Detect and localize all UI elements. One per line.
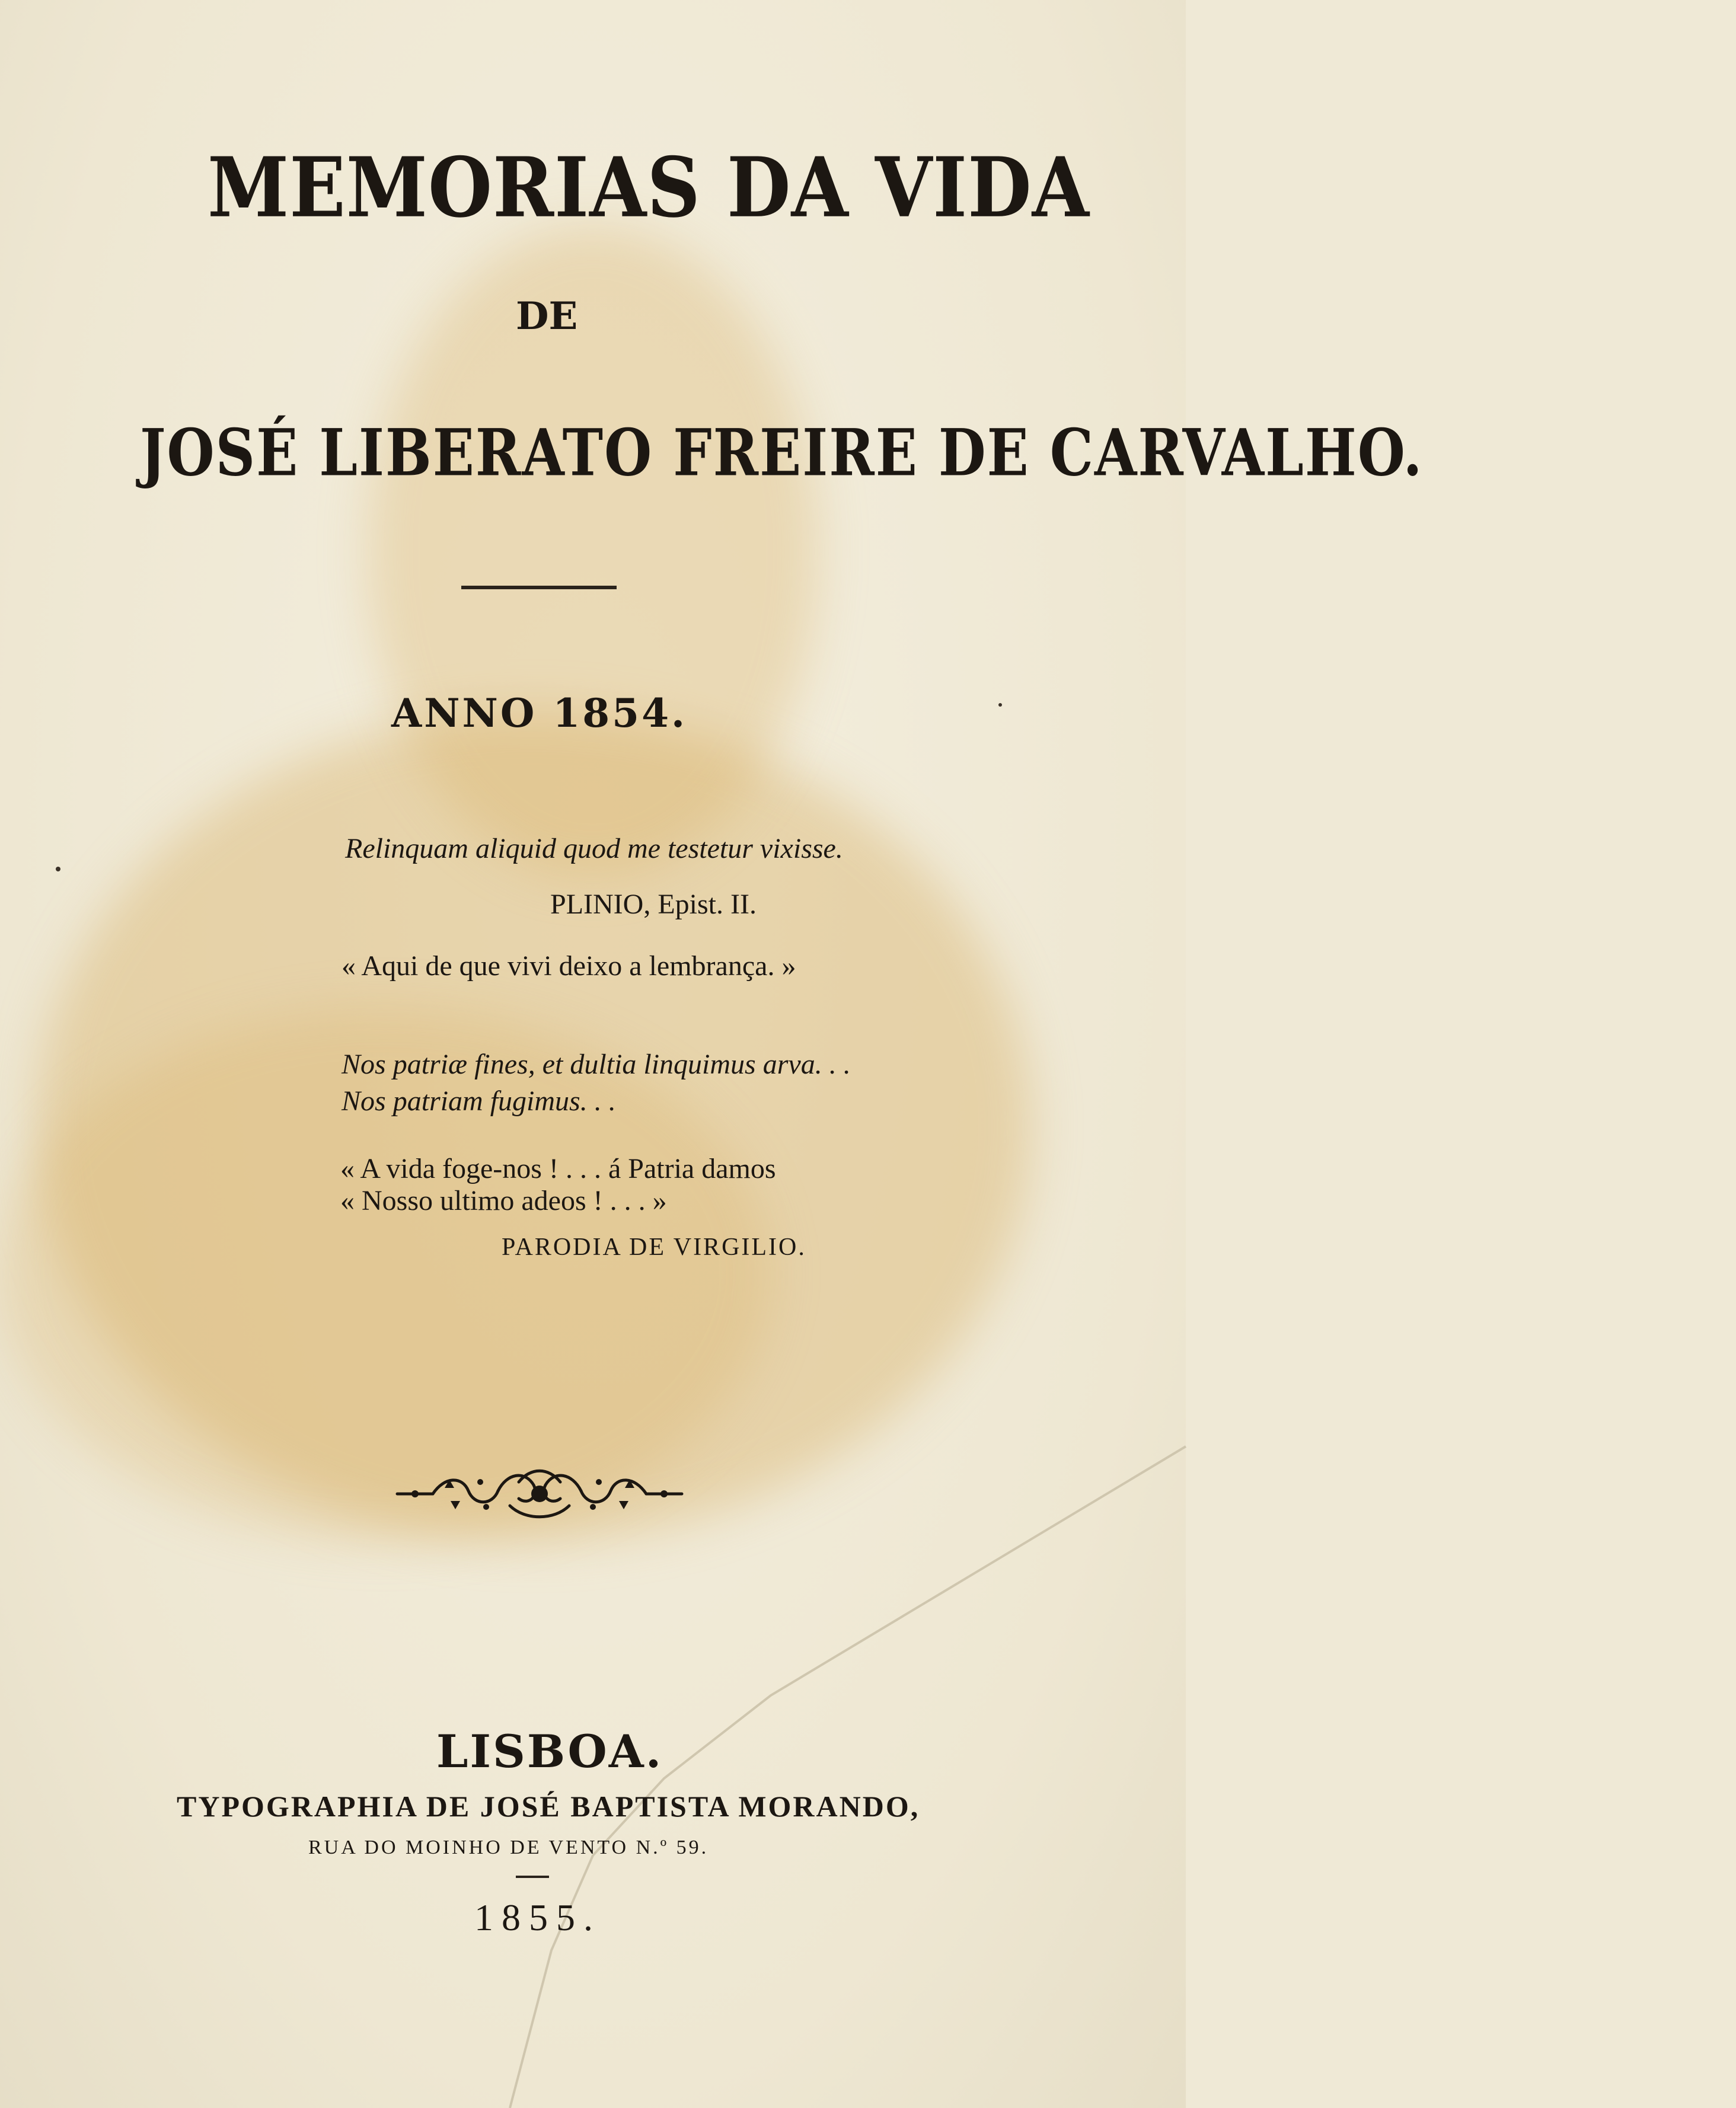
imprint-city: LISBOA. bbox=[436, 1725, 663, 1778]
imprint-printer: TYPOGRAPHIA DE JOSÉ BAPTISTA MORANDO, bbox=[177, 1790, 920, 1823]
ink-speck bbox=[998, 703, 1002, 707]
ink-speck bbox=[56, 867, 60, 871]
imprint-year: 1855. bbox=[474, 1896, 601, 1938]
preposition: DE bbox=[516, 294, 578, 338]
virgil-line: Nos patriæ fines, et dultia linquimus arva. . . bbox=[342, 1049, 851, 1080]
latin-epigraph: Relinquam aliquid quod me testetur vixisse. bbox=[345, 833, 843, 864]
author-name: JOSÉ LIBERATO FREIRE DE CARVALHO. bbox=[140, 415, 1424, 491]
book-title: MEMORIAS DA VIDA bbox=[208, 140, 1090, 237]
portuguese-epigraph: « Aqui de que vivi deixo a lembrança. » bbox=[342, 950, 796, 982]
year-of-writing: ANNO 1854. bbox=[391, 690, 688, 736]
title-rule bbox=[461, 586, 617, 589]
floral-vignette-icon bbox=[391, 1464, 688, 1523]
imprint-address: RUA DO MOINHO DE VENTO N.º 59. bbox=[308, 1836, 709, 1858]
latin-epigraph-attribution: PLINIO, Epist. II. bbox=[550, 889, 757, 920]
parody-line: « A vida foge-nos ! . . . á Patria damos bbox=[340, 1153, 776, 1184]
parody-line: « Nosso ultimo adeos ! . . . » bbox=[340, 1185, 667, 1216]
parody-attribution: PARODIA DE VIRGILIO. bbox=[502, 1234, 806, 1261]
imprint-rule bbox=[516, 1876, 549, 1878]
virgil-line: Nos patriam fugimus. . . bbox=[342, 1085, 616, 1117]
